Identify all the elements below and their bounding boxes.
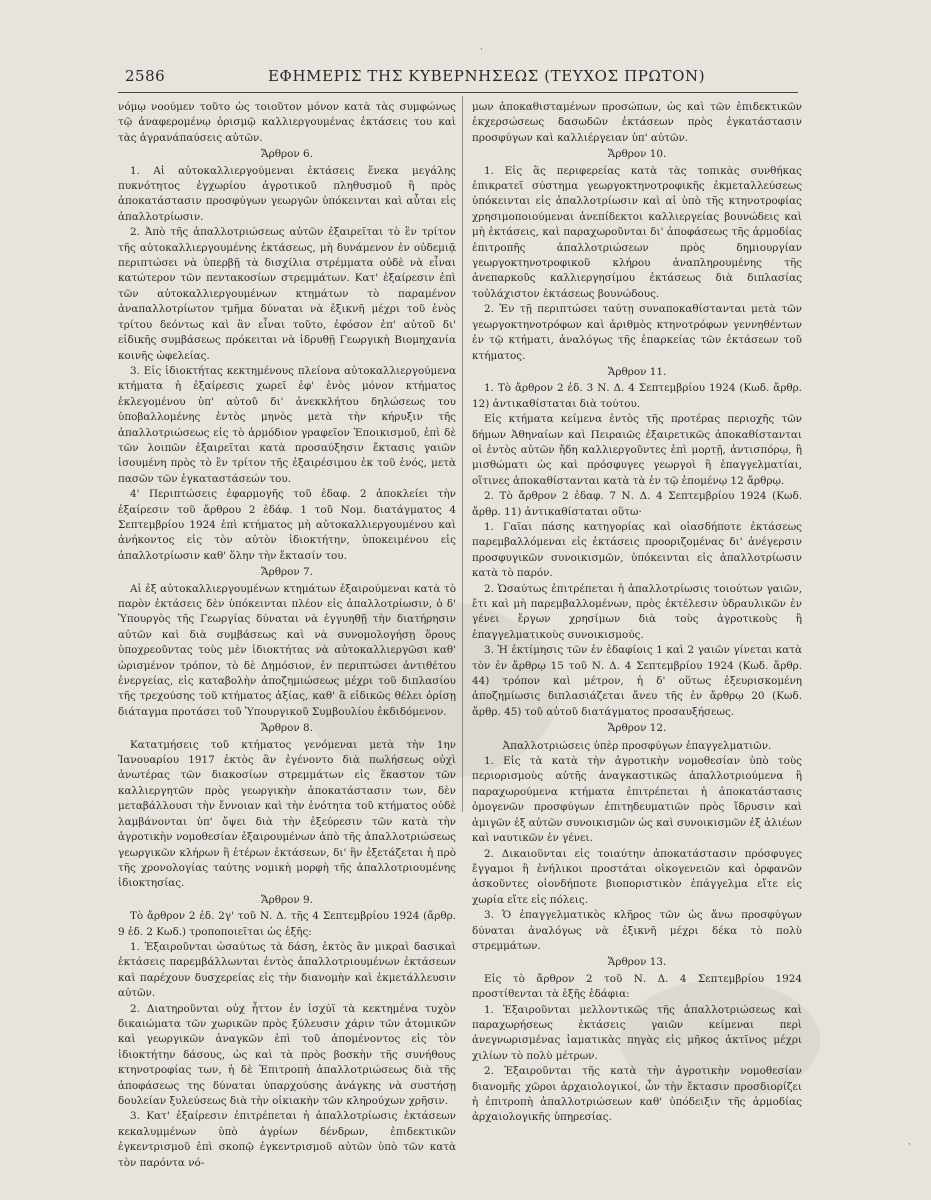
article-heading: Ἄρθρον 13.: [607, 956, 667, 969]
paragraph: μων ἀποκαθισταμένων προσώπων, ὡς καὶ τῶν ἐπιδεκτικῶν ἐκχερσώσεως δασωδῶν ἐκτάσεων πρὸς ἐγκατάστασιν προσφύγων καὶ καλλιέργειαν ὑπ' αὐτῶν.: [472, 101, 802, 144]
paragraph: 2. Δικαιοῦνται εἰς τοιαύτην ἀποκατάστασιν πρόσφυγες ἔγγαμοι ἢ ἐνήλικοι προστάται οἰκογενειῶν καὶ ὀρφανῶν ἀσκοῦντες οἱονδήποτε βιοποριστικὸν ἐπάγγελμα εἴτε εἰς χωρία εἴτε εἰς πόλεις.: [472, 847, 802, 906]
article-heading: Ἄρθρον 8.: [261, 722, 313, 735]
paragraph: 1. Ἐξαιροῦνται μελλοντικῶς τῆς ἀπαλλοτριώσεως καὶ παραχωρήσεως ἐκτάσεις γαιῶν κείμεναι περὶ ἀνεγνωρισμένας ἰαματικὰς πηγὰς εἰς μῆκος ἀκτῖνος μέχρι χιλίων τὸ πολὺ μέτρων.: [472, 1003, 802, 1062]
paragraph: 3. Ὁ ἐπαγγελματικὸς κλῆρος τῶν ὡς ἄνω προσφύγων δύναται ἀναλόγως νὰ ἐξικνῆ μέχρι δέκα τὸ πολὺ στρεμμάτων.: [472, 909, 802, 952]
paragraph: 2. Διατηροῦνται οὐχ ἧττον ἐν ἰσχύϊ τὰ κεκτημένα τυχὸν δικαιώματα τῶν χωρικῶν πρὸς ξύλευσιν χάριν τῶν ἀτομικῶν καὶ γεωργικῶν ἀναγκῶν ἐπὶ τοῦ ἀπομένοντος εἰς τὸν ἰδιοκτήτην δάσους, ὡς καὶ τὰ πρὸς βοσκὴν τῆς συνήθους κτηνοτροφίας των, ἡ δὲ Ἐπιτροπὴ ἀπαλλοτριώσεως διὰ τῆς ἀποφάσεως της δύναται ὑπαρχούσης ἀνάγκης νὰ συστήσῃ δουλείαν ξυλεύσεως διὰ τὴν οἰκιακὴν τῶν κληρούχων χρῆσιν.: [118, 1002, 456, 1107]
paragraph: Εἰς τὸ ἄρθρον 2 τοῦ Ν. Δ. 4 Σεπτεμβρίου 1924 προστίθενται τὰ ἑξῆς ἐδάφια:: [472, 972, 802, 1001]
paragraph: 2. Ἀπὸ τῆς ἀπαλλοτριώσεως αὐτῶν ἐξαιρεῖται τὸ ἓν τρίτον τῆς αὐτοκαλλιεργουμένης ἐκτάσεως, μὴ δυνάμενον ἐν οὐδεμιᾷ περιπτώσει νὰ ὑπερβῇ τὰ δισχίλια στρέμματα οὐδὲ νὰ εἶναι κατώτερον τῶν πεντακοσίων στρεμμάτων. Κατ' ἐξαίρεσιν ἐπὶ τῶν αὐτοκαλλιεργουμένων κτημάτων τὸ παραμένον ἀναπαλλοτρίωτον τμῆμα δύναται νὰ ἐξικνῆ μέχρι τοῦ ἑνὸς τρίτου δεόντως καὶ ἂν εἶναι τοῦτο, ἐφόσον ἐπ' αὐτοῦ δι' εἰδικῆς συμβάσεως πρόκειται νὰ ἱδρυθῇ Γεωργικὴ Βιομηχανία κοινῆς ὠφελείας.: [118, 226, 456, 362]
paragraph: 3. Εἰς ἰδιοκτήτας κεκτημένους πλείονα αὐτοκαλλιεργούμενα κτήματα ἡ ἐξαίρεσις χωρεῖ ἐφ' ἑνὸς μόνον κτήματος ἐκλεγομένου ὑπ' αὐτοῦ δι' ἀνεκκλήτου δηλώσεως του ὑποβαλλομένης ἐντὸς μηνὸς μετὰ τὴν κήρυξιν τῆς ἀπαλλοτριώσεως εἰς τὸ ἁρμόδιον γραφεῖον Ἐποικισμοῦ, ἐπὶ δὲ τῶν λοιπῶν ἐξαιρεῖται κατὰ προσαύξησιν ἔκτασις γαιῶν ἰσουμένη πρὸς τὸ ἓν τρίτον τῆς ἐξαιρέσιμου ἐκ τοῦ ἑνός, μετὰ πασῶν τῶν ἐγκαταστάσεών του.: [118, 364, 456, 485]
paragraph: 1. Αἱ αὐτοκαλλιεργούμεναι ἐκτάσεις ἕνεκα μεγάλης πυκνότητος ἐγχωρίου ἀγροτικοῦ πληθυσμοῦ ἢ πρὸς ἀποκατάστασιν προσφύγων γεωργῶν ὑπόκεινται καὶ αὗται εἰς ἀπαλλοτρίωσιν.: [118, 164, 456, 223]
paragraph: 3. Κατ' ἐξαίρεσιν ἐπιτρέπεται ἡ ἀπαλλοτρίωσις ἐκτάσεων κεκαλυμμένων ὑπὸ ἀγρίων δένδρων, ἐπιδεκτικῶν ἐγκεντρισμοῦ ἐπὶ σκοπῷ ἐγκεντρισμοῦ αὐτῶν ὑπὸ τῶν κατὰ τὸν παρόντα νό-: [118, 1110, 456, 1169]
article-heading: Ἄρθρον 10.: [607, 148, 667, 161]
paragraph: Εἰς κτήματα κείμενα ἐντὸς τῆς προτέρας περιοχῆς τῶν δήμων Ἀθηναίων καὶ Πειραιῶς ἐξαιρετικῶς ἀποκαθίστανται οἱ ἐντὸς αὐτῶν ἤδη καλλιεργοῦντες ἐπὶ μορτῇ, ἀντισπόρῳ, ἢ μισθώματι ὡς καὶ πρόσφυγες γεωργοὶ ἢ ἐπαγγελματίαι, οἵτινες ἀποκαθίστανται κατὰ τὰ ἐν τῷ ἑπομένῳ 12 ἄρθρῳ.: [472, 413, 802, 487]
paragraph: 1. Ἐξαιροῦνται ὡσαύτως τὰ δάση, ἐκτὸς ἂν μικραὶ δασικαὶ ἐκτάσεις παρεμβάλλωνται ἐντὸς ἀπαλλοτριουμένων ἐκτάσεων καὶ παρέχουν δυσχερείας εἰς τὴν διανομὴν καὶ ἐκμετάλλευσιν αὐτῶν.: [118, 940, 456, 1000]
paragraph: Κατατμήσεις τοῦ κτήματος γενόμεναι μετὰ τὴν 1ην Ἰανουαρίου 1917 ἐκτὸς ἂν ἐγένοντο διὰ πωλήσεως οὐχὶ ἀνωτέρας τῶν διακοσίων στρεμμάτων εἰς ἕκαστον τῶν καλλιεργητῶν πρὸς γεωργικὴν ἀποκατάστασιν των, δὲν μεταβάλλουσι τὴν ἔννοιαν καὶ τὴν ἑνότητα τοῦ κτήματος οὐδὲ λαμβάνονται ὑπ' ὄψει διὰ τὴν ἐξεύρεσιν τῶν κατὰ τὴν ἀγροτικὴν νομοθεσίαν ἐξαιρουμένων ἀπὸ τῆς ἀπαλλοτριώσεως γεωργικῶν κλήρων ἢ ἑτέρων ἐκτάσεων, δι' ἣν ἐξετάζεται ἡ πρὸ τῆς χρονολογίας ταύτης νομικὴ μορφὴ τῆς ἀπαλλοτριουμένης ἰδιοκτησίας.: [118, 738, 456, 890]
article-subtitle: Ἀπαλλοτριώσεις ὑπὲρ προσφύγων ἐπαγγελματιῶν.: [502, 739, 772, 752]
hole-mark: ·: [480, 45, 483, 55]
column-divider: [462, 96, 463, 812]
paragraph: 2. Ἐξαιροῦνται τῆς κατὰ τὴν ἀγροτικὴν νομοθεσίαν διανομῆς χῶροι ἀρχαιολογικοί, ὧν τὴν ἔκτασιν προσδιορίζει ἡ ἐπιτροπὴ ἀπαλλοτριώσεων καθ' ὑπόδειξιν τῆς ἁρμοδίας ἀρχαιολογικῆς ὑπηρεσίας.: [472, 1065, 802, 1124]
left-column: [118, 100, 456, 1171]
article-heading: Ἄρθρον 9.: [261, 893, 313, 906]
paragraph: 4' Περιπτώσεις ἐφαρμογῆς τοῦ ἐδαφ. 2 ἀποκλείει τὴν ἐξαίρεσιν τοῦ ἄρθρου 2 ἐδάφ. 1 τοῦ Νομ. διατάγματος 4 Σεπτεμβρίου 1924 ἐπὶ κτήματος μὴ αὐτοκαλλιεργουμένου καὶ ἀνήκοντος εἰς τὸν αὐτὸν ἰδιοκτήτην, ὑποκειμένου εἰς ἀπαλλοτρίωσιν καθ' ὅλην τὴν ἔκτασίν του.: [118, 488, 456, 562]
paragraph: νόμῳ νοούμεν τοῦτο ὡς τοιοῦτον μόνον κατὰ τὰς συμφώνως τῷ ἀναφερομένῳ ὁρισμῷ καλλιεργουμένας ἐκτάσεις του καὶ τὰς ἀγρανάπαύσεις αὐτῶν.: [118, 101, 456, 144]
paragraph: Αἱ ἐξ αὐτοκαλλιεργουμένων κτημάτων ἐξαιρούμεναι κατὰ τὸ παρὸν ἐκτάσεις δὲν ὑπόκεινται πλέον εἰς ἀπαλλοτρίωσιν, ὁ δ' Ὑπουργὸς τῆς Γεωργίας δύναται νὰ ἐγγυηθῇ τὴν διατήρησιν αὐτῶν καὶ διὰ συμβάσεως καὶ νὰ συνομολογήσῃ ὅρους ὑποχρεοῦντας τοὺς μὲν ἰδιοκτήτας νὰ αὐτοκαλλιεργῶσι καθ' ὡρισμένον τρόπον, τὸ δὲ Δημόσιον, ἐν περιπτώσει ἀντιθέτου ἐνεργείας, εἰς καταβολὴν ἀποζημιώσεως μέχρι τοῦ διπλασίου τῆς τρεχούσης τοῦ κτήματος ἀξίας, καθ' ἃ εἰδικῶς θέλει ὁρίσῃ διάταγμα προτάσει τοῦ Ὑπουργικοῦ Συμβουλίου ἐκδιδόμενον.: [118, 582, 456, 718]
paragraph: 2. Τὸ ἄρθρον 2 ἐδαφ. 7 Ν. Δ. 4 Σεπτεμβρίου 1924 (Κωδ. ἄρθρ. 11) ἀντικαθίσταται οὕτω·: [472, 490, 802, 518]
paragraph: 1. Γαῖαι πάσης κατηγορίας καὶ οἱασδήποτε ἐκτάσεως παρεμβαλλόμεναι εἰς ἐκτάσεις προοριζομένας δι' ἀνέγερσιν προσφυγικῶν συνοικισμῶν, ὑπόκεινται εἰς ἀπαλλοτρίωσιν κατὰ τὸ παρόν.: [472, 520, 802, 580]
paragraph: 1. Εἰς ἃς περιφερείας κατὰ τὰς τοπικὰς συνθήκας ἐπικρατεῖ σύστημα γεωργοκτηνοτροφικῆς ἐκμεταλλεύσεως ὑπόκεινται εἰς ἀπαλλοτρίωσιν καὶ αἱ ὑπὸ τῆς κτηνοτροφίας χρησιμοποιούμεναι ἀνεπίδεκτοι καλλιεργείας βουνώδεις καὶ μὴ ἐκτάσεις, καὶ παραχωροῦνται δι' ἀποφάσεως τῆς ἁρμοδίας ἐπιτροπῆς ἀπαλλοτριώσεων πρὸς δημιουργίαν γεωργοκτηνοτροφικοῦ κλήρου ἀναπληρουμένης τῆς ἀνεπαρκοῦς καλλιεργησίμου ἐκτάσεως διὰ διπλασίας τοὐλάχιστον ἐκτάσεως βουνώδους.: [472, 164, 802, 300]
paragraph: 1. Τὸ ἄρθρον 2 ἐδ. 3 Ν. Δ. 4 Σεπτεμβρίου 1924 (Κωδ. ἄρθρ. 12) ἀντικαθίσταται διὰ τούτου.: [472, 382, 802, 410]
article-heading: Ἄρθρον 11.: [607, 365, 667, 378]
paragraph: 3. Ἡ ἐκτίμησις τῶν ἐν ἐδαφίοις 1 καὶ 2 γαιῶν γίνεται κατὰ τὸν ἐν ἄρθρῳ 15 τοῦ Ν. Δ. 4 Σεπτεμβρίου 1924 (Κωδ. ἄρθρ. 44) τρόπον καὶ μέτρον, ἡ δ' οὕτως ἐξευρισκομένη ἀποζημίωσις διπλασιάζεται ἄνευ τῆς ἐν ἄρθρῳ 20 (Κωδ. ἄρθρ. 45) τοῦ αὐτοῦ διατάγματος προσαυξήσεως.: [472, 644, 802, 718]
header-rule: [118, 92, 798, 93]
paragraph: 2. Ἐν τῇ περιπτώσει ταύτῃ συναποκαθίστανται μετὰ τῶν γεωργοκτηνοτρόφων καὶ ἀριθμὸς κτηνοτρόφων γεννηθέντων ἐν τῷ κτήματι, ἀναλόγως τῆς ἐπαρκείας τῶν ἐκτάσεων τοῦ κτήματος.: [472, 303, 802, 362]
paragraph: 1. Εἰς τὰ κατὰ τὴν ἀγροτικὴν νομοθεσίαν ὑπὸ τοὺς περιορισμοὺς αὐτῆς ἀναγκαστικῶς ἀπαλλοτριούμενα ἢ παραχωρούμενα κτήματα ἐπιτρέπεται ἡ ἀποκατάστασις ὁμογενῶν προσφύγων ἐπιτηδευματιῶν πρὸς ἵδρυσιν καὶ ἀμιγῶν ἐξ αὐτῶν συνοικισμῶν ὡς καὶ συνοικισμῶν ἐξ ἁλιέων καὶ ναυτικῶν ἐν γένει.: [472, 755, 802, 845]
paragraph: Τὸ ἄρθρον 2 ἐδ. 2γ' τοῦ Ν. Δ. τῆς 4 Σεπτεμβρίου 1924 (ἄρθρ. 9 ἐδ. 2 Κωδ.) τροποποιεῖται ὡς ἑξῆς:: [118, 910, 456, 938]
article-heading: Ἄρθρον 6.: [261, 148, 313, 161]
article-heading: Ἄρθρον 7.: [261, 566, 313, 579]
article-heading: Ἄρθρον 12.: [607, 722, 667, 735]
paragraph: 2. Ὡσαύτως ἐπιτρέπεται ἡ ἀπαλλοτρίωσις τοιούτων γαιῶν, ἔτι καὶ μὴ παρεμβαλλομένων, πρὸς ἐκτέλεσιν ὑδραυλικῶν ἐν γένει ἔργων χρησίμων διὰ τοὺς ἀγροτικοὺς ἢ ἐπαγγελματικοὺς συνοικισμούς.: [472, 582, 802, 641]
page-number: 2586: [125, 67, 166, 85]
hole-mark: ·: [908, 1140, 911, 1150]
running-title: ΕΦΗΜΕΡΙΣ ΤΗΣ ΚΥΒΕΡΝΗΣΕΩΣ (ΤΕΥΧΟΣ ΠΡΩΤΟΝ): [268, 67, 706, 85]
right-column: [472, 100, 802, 1126]
